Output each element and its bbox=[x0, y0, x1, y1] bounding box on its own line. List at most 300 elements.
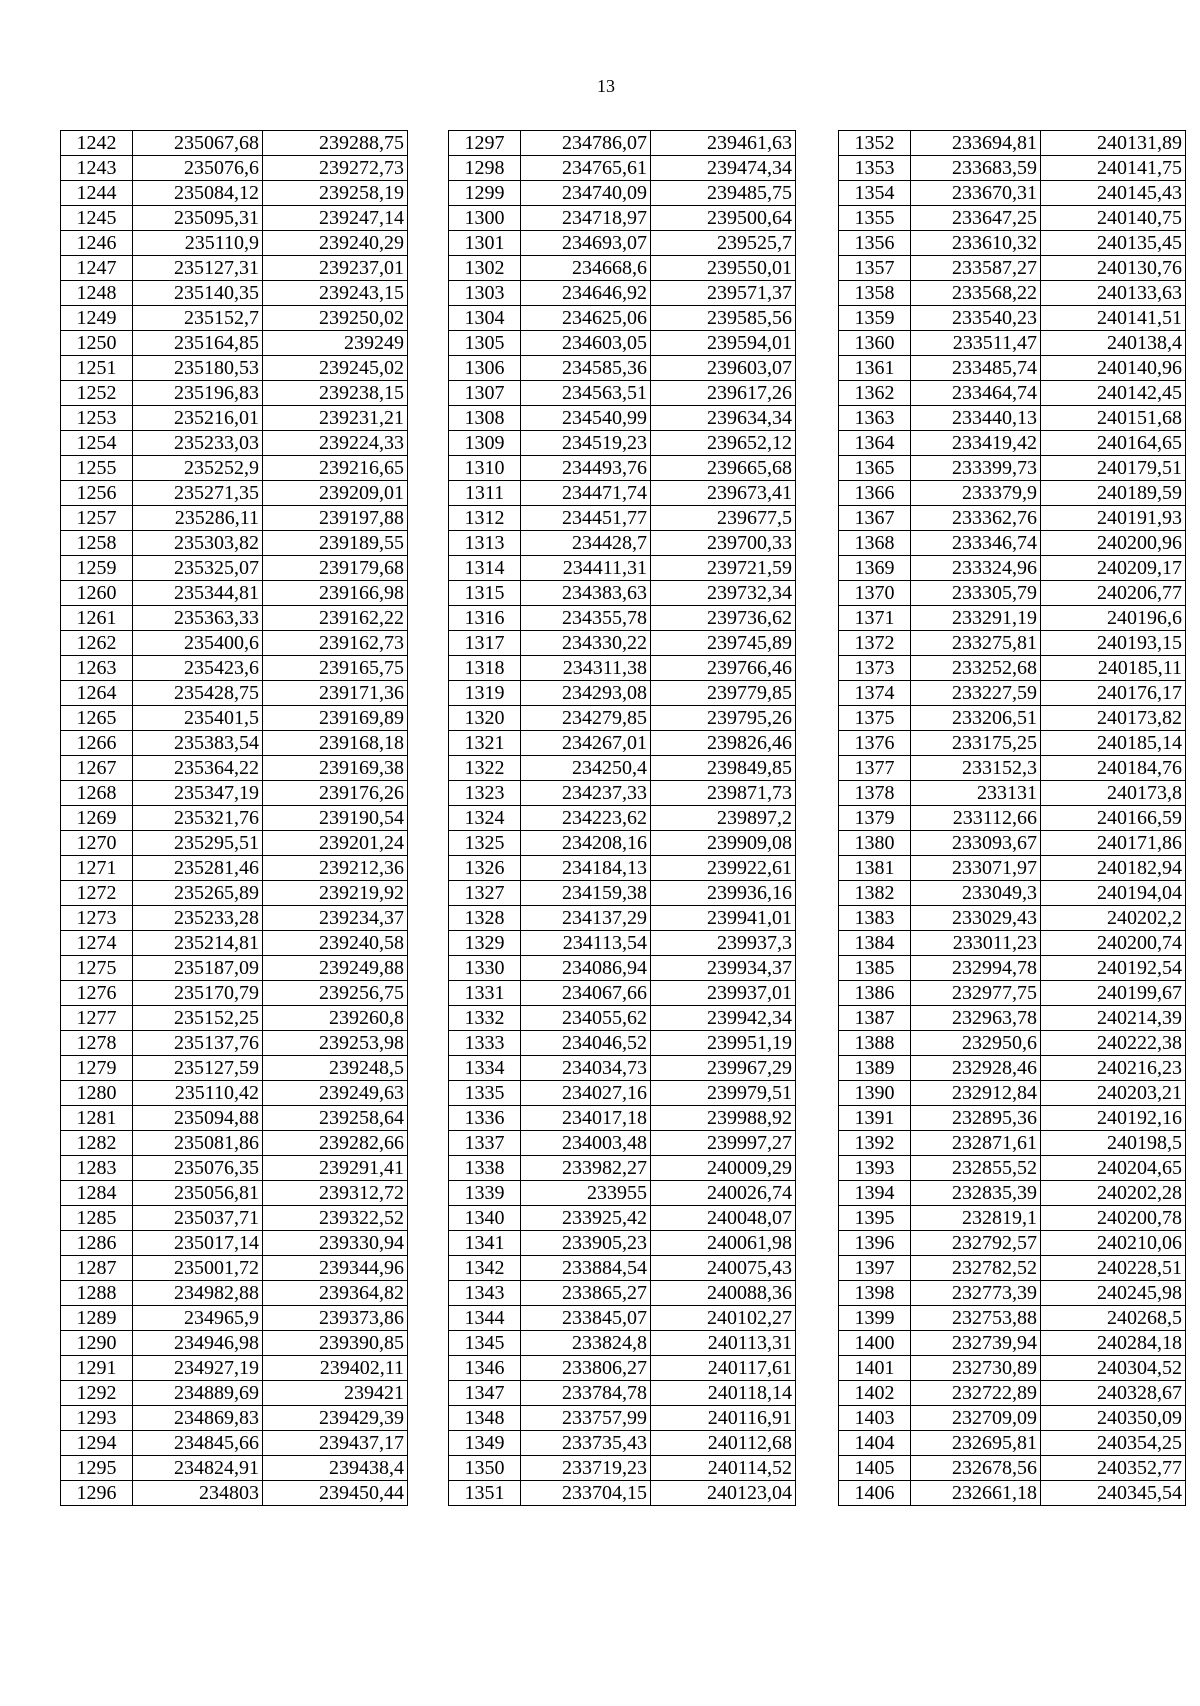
table-row bbox=[839, 406, 1186, 431]
table-row bbox=[449, 1356, 796, 1381]
table-row bbox=[449, 831, 796, 856]
y-coordinate-cell: 240206,77 bbox=[1041, 581, 1186, 606]
x-coordinate-cell: 233568,22 bbox=[911, 281, 1041, 306]
table-row bbox=[839, 256, 1186, 281]
table-row bbox=[839, 131, 1186, 156]
y-coordinate-cell: 240116,91 bbox=[651, 1406, 796, 1431]
table-row bbox=[839, 606, 1186, 631]
point-number-cell: 1295 bbox=[61, 1456, 133, 1481]
point-number-cell: 1375 bbox=[839, 706, 911, 731]
point-number-cell: 1382 bbox=[839, 881, 911, 906]
table-row bbox=[839, 681, 1186, 706]
x-coordinate-cell: 234355,78 bbox=[521, 606, 651, 631]
x-coordinate-cell: 234869,83 bbox=[133, 1406, 263, 1431]
x-coordinate-cell: 235383,54 bbox=[133, 731, 263, 756]
y-coordinate-cell: 240123,04 bbox=[651, 1481, 796, 1506]
y-coordinate-cell: 239474,34 bbox=[651, 156, 796, 181]
x-coordinate-cell: 232963,78 bbox=[911, 1006, 1041, 1031]
table-row bbox=[839, 781, 1186, 806]
table-row bbox=[449, 1081, 796, 1106]
point-number-cell: 1399 bbox=[839, 1306, 911, 1331]
table-row bbox=[839, 331, 1186, 356]
x-coordinate-cell: 235423,6 bbox=[133, 656, 263, 681]
point-number-cell: 1322 bbox=[449, 756, 521, 781]
y-coordinate-cell: 239390,85 bbox=[263, 1331, 408, 1356]
x-coordinate-cell: 232722,89 bbox=[911, 1381, 1041, 1406]
x-coordinate-cell: 232695,81 bbox=[911, 1431, 1041, 1456]
point-number-cell: 1376 bbox=[839, 731, 911, 756]
table-row bbox=[449, 756, 796, 781]
y-coordinate-cell: 239272,73 bbox=[263, 156, 408, 181]
table-row bbox=[61, 981, 408, 1006]
table-row bbox=[61, 1056, 408, 1081]
x-coordinate-cell: 234519,23 bbox=[521, 431, 651, 456]
y-coordinate-cell: 240135,45 bbox=[1041, 231, 1186, 256]
y-coordinate-cell: 239951,19 bbox=[651, 1031, 796, 1056]
table-row bbox=[449, 431, 796, 456]
table-row bbox=[449, 906, 796, 931]
x-coordinate-cell: 235001,72 bbox=[133, 1256, 263, 1281]
table-row bbox=[61, 1156, 408, 1181]
y-coordinate-cell: 240189,59 bbox=[1041, 481, 1186, 506]
table-row bbox=[449, 931, 796, 956]
x-coordinate-cell: 235076,35 bbox=[133, 1156, 263, 1181]
point-number-cell: 1267 bbox=[61, 756, 133, 781]
y-coordinate-cell: 240131,89 bbox=[1041, 131, 1186, 156]
x-coordinate-cell: 235084,12 bbox=[133, 181, 263, 206]
x-coordinate-cell: 234055,62 bbox=[521, 1006, 651, 1031]
table-body bbox=[61, 131, 408, 1506]
point-number-cell: 1246 bbox=[61, 231, 133, 256]
y-coordinate-cell: 240228,51 bbox=[1041, 1256, 1186, 1281]
x-coordinate-cell: 234223,62 bbox=[521, 806, 651, 831]
point-number-cell: 1340 bbox=[449, 1206, 521, 1231]
point-number-cell: 1369 bbox=[839, 556, 911, 581]
table-row bbox=[61, 956, 408, 981]
y-coordinate-cell: 240284,18 bbox=[1041, 1331, 1186, 1356]
point-number-cell: 1352 bbox=[839, 131, 911, 156]
x-coordinate-cell: 234159,38 bbox=[521, 881, 651, 906]
point-number-cell: 1331 bbox=[449, 981, 521, 1006]
y-coordinate-cell: 239312,72 bbox=[263, 1181, 408, 1206]
table-row bbox=[61, 206, 408, 231]
table-row bbox=[61, 256, 408, 281]
table-row bbox=[61, 631, 408, 656]
y-coordinate-cell: 239779,85 bbox=[651, 681, 796, 706]
x-coordinate-cell: 234585,36 bbox=[521, 356, 651, 381]
y-coordinate-cell: 239219,92 bbox=[263, 881, 408, 906]
point-number-cell: 1333 bbox=[449, 1031, 521, 1056]
point-number-cell: 1345 bbox=[449, 1331, 521, 1356]
table-row bbox=[61, 931, 408, 956]
y-coordinate-cell: 239256,75 bbox=[263, 981, 408, 1006]
y-coordinate-cell: 240179,51 bbox=[1041, 456, 1186, 481]
x-coordinate-cell: 235180,53 bbox=[133, 356, 263, 381]
point-number-cell: 1329 bbox=[449, 931, 521, 956]
y-coordinate-cell: 239617,26 bbox=[651, 381, 796, 406]
point-number-cell: 1272 bbox=[61, 881, 133, 906]
x-coordinate-cell: 234740,09 bbox=[521, 181, 651, 206]
x-coordinate-cell: 235076,6 bbox=[133, 156, 263, 181]
table-row bbox=[449, 381, 796, 406]
x-coordinate-cell: 234383,63 bbox=[521, 581, 651, 606]
point-number-cell: 1316 bbox=[449, 606, 521, 631]
point-number-cell: 1285 bbox=[61, 1206, 133, 1231]
table-row bbox=[839, 556, 1186, 581]
table-row bbox=[61, 356, 408, 381]
point-number-cell: 1324 bbox=[449, 806, 521, 831]
y-coordinate-cell: 239240,29 bbox=[263, 231, 408, 256]
y-coordinate-cell: 239795,26 bbox=[651, 706, 796, 731]
table-row bbox=[61, 1181, 408, 1206]
table-row bbox=[61, 481, 408, 506]
y-coordinate-cell: 239249,88 bbox=[263, 956, 408, 981]
table-row bbox=[839, 831, 1186, 856]
point-number-cell: 1262 bbox=[61, 631, 133, 656]
point-number-cell: 1379 bbox=[839, 806, 911, 831]
x-coordinate-cell: 233610,32 bbox=[911, 231, 1041, 256]
point-number-cell: 1396 bbox=[839, 1231, 911, 1256]
point-number-cell: 1270 bbox=[61, 831, 133, 856]
table-row bbox=[61, 1306, 408, 1331]
x-coordinate-cell: 233704,15 bbox=[521, 1481, 651, 1506]
table-row bbox=[449, 481, 796, 506]
point-number-cell: 1392 bbox=[839, 1131, 911, 1156]
x-coordinate-cell: 235164,85 bbox=[133, 331, 263, 356]
y-coordinate-cell: 240182,94 bbox=[1041, 856, 1186, 881]
table-row bbox=[449, 356, 796, 381]
y-coordinate-cell: 240191,93 bbox=[1041, 506, 1186, 531]
x-coordinate-cell: 234625,06 bbox=[521, 306, 651, 331]
y-coordinate-cell: 240203,21 bbox=[1041, 1081, 1186, 1106]
table-row bbox=[449, 406, 796, 431]
y-coordinate-cell: 240202,28 bbox=[1041, 1181, 1186, 1206]
y-coordinate-cell: 240350,09 bbox=[1041, 1406, 1186, 1431]
point-number-cell: 1359 bbox=[839, 306, 911, 331]
table-row bbox=[839, 1481, 1186, 1506]
table-row bbox=[839, 531, 1186, 556]
table-row bbox=[839, 1331, 1186, 1356]
table-row bbox=[61, 531, 408, 556]
x-coordinate-cell: 235233,03 bbox=[133, 431, 263, 456]
x-coordinate-cell: 233275,81 bbox=[911, 631, 1041, 656]
table-row bbox=[839, 1006, 1186, 1031]
point-number-cell: 1364 bbox=[839, 431, 911, 456]
table-row bbox=[449, 306, 796, 331]
y-coordinate-cell: 239258,19 bbox=[263, 181, 408, 206]
point-number-cell: 1309 bbox=[449, 431, 521, 456]
x-coordinate-cell: 233865,27 bbox=[521, 1281, 651, 1306]
table-row bbox=[61, 381, 408, 406]
point-number-cell: 1377 bbox=[839, 756, 911, 781]
x-coordinate-cell: 235067,68 bbox=[133, 131, 263, 156]
x-coordinate-cell: 235303,82 bbox=[133, 531, 263, 556]
table-row bbox=[61, 906, 408, 931]
point-number-cell: 1403 bbox=[839, 1406, 911, 1431]
point-number-cell: 1313 bbox=[449, 531, 521, 556]
table-row bbox=[449, 681, 796, 706]
y-coordinate-cell: 239979,51 bbox=[651, 1081, 796, 1106]
y-coordinate-cell: 240194,04 bbox=[1041, 881, 1186, 906]
table-row bbox=[449, 206, 796, 231]
table-row bbox=[839, 1456, 1186, 1481]
table-row bbox=[61, 1481, 408, 1506]
point-number-cell: 1320 bbox=[449, 706, 521, 731]
point-number-cell: 1386 bbox=[839, 981, 911, 1006]
x-coordinate-cell: 233845,07 bbox=[521, 1306, 651, 1331]
point-number-cell: 1286 bbox=[61, 1231, 133, 1256]
point-number-cell: 1404 bbox=[839, 1431, 911, 1456]
point-number-cell: 1361 bbox=[839, 356, 911, 381]
y-coordinate-cell: 240199,67 bbox=[1041, 981, 1186, 1006]
point-number-cell: 1366 bbox=[839, 481, 911, 506]
y-coordinate-cell: 239677,5 bbox=[651, 506, 796, 531]
x-coordinate-cell: 232782,52 bbox=[911, 1256, 1041, 1281]
point-number-cell: 1350 bbox=[449, 1456, 521, 1481]
y-coordinate-cell: 240102,27 bbox=[651, 1306, 796, 1331]
table-row bbox=[839, 1406, 1186, 1431]
y-coordinate-cell: 239550,01 bbox=[651, 256, 796, 281]
x-coordinate-cell: 232773,39 bbox=[911, 1281, 1041, 1306]
y-coordinate-cell: 239967,29 bbox=[651, 1056, 796, 1081]
point-number-cell: 1390 bbox=[839, 1081, 911, 1106]
point-number-cell: 1321 bbox=[449, 731, 521, 756]
x-coordinate-cell: 233884,54 bbox=[521, 1256, 651, 1281]
table-row bbox=[839, 481, 1186, 506]
table-row bbox=[839, 1206, 1186, 1231]
point-number-cell: 1299 bbox=[449, 181, 521, 206]
point-number-cell: 1296 bbox=[61, 1481, 133, 1506]
point-number-cell: 1339 bbox=[449, 1181, 521, 1206]
y-coordinate-cell: 239240,58 bbox=[263, 931, 408, 956]
table-row bbox=[449, 1481, 796, 1506]
table-row bbox=[449, 1231, 796, 1256]
x-coordinate-cell: 232928,46 bbox=[911, 1056, 1041, 1081]
point-number-cell: 1314 bbox=[449, 556, 521, 581]
y-coordinate-cell: 240268,5 bbox=[1041, 1306, 1186, 1331]
y-coordinate-cell: 239322,52 bbox=[263, 1206, 408, 1231]
x-coordinate-cell: 233206,51 bbox=[911, 706, 1041, 731]
y-coordinate-cell: 239234,37 bbox=[263, 906, 408, 931]
y-coordinate-cell: 240114,52 bbox=[651, 1456, 796, 1481]
point-number-cell: 1260 bbox=[61, 581, 133, 606]
table-row bbox=[61, 556, 408, 581]
y-coordinate-cell: 239247,14 bbox=[263, 206, 408, 231]
point-number-cell: 1284 bbox=[61, 1181, 133, 1206]
table-row bbox=[839, 456, 1186, 481]
page-number: 13 bbox=[597, 76, 615, 96]
y-coordinate-cell: 240210,06 bbox=[1041, 1231, 1186, 1256]
point-number-cell: 1325 bbox=[449, 831, 521, 856]
point-number-cell: 1298 bbox=[449, 156, 521, 181]
table-row bbox=[61, 1106, 408, 1131]
x-coordinate-cell: 234046,52 bbox=[521, 1031, 651, 1056]
y-coordinate-cell: 239243,15 bbox=[263, 281, 408, 306]
x-coordinate-cell: 233485,74 bbox=[911, 356, 1041, 381]
point-number-cell: 1346 bbox=[449, 1356, 521, 1381]
x-coordinate-cell: 235233,28 bbox=[133, 906, 263, 931]
x-coordinate-cell: 233824,8 bbox=[521, 1331, 651, 1356]
y-coordinate-cell: 239450,44 bbox=[263, 1481, 408, 1506]
y-coordinate-cell: 240202,2 bbox=[1041, 906, 1186, 931]
point-number-cell: 1256 bbox=[61, 481, 133, 506]
x-coordinate-cell: 235127,59 bbox=[133, 1056, 263, 1081]
point-number-cell: 1371 bbox=[839, 606, 911, 631]
point-number-cell: 1363 bbox=[839, 406, 911, 431]
y-coordinate-cell: 240140,75 bbox=[1041, 206, 1186, 231]
y-coordinate-cell: 239941,01 bbox=[651, 906, 796, 931]
x-coordinate-cell: 233806,27 bbox=[521, 1356, 651, 1381]
x-coordinate-cell: 233011,23 bbox=[911, 931, 1041, 956]
x-coordinate-cell: 235140,35 bbox=[133, 281, 263, 306]
x-coordinate-cell: 234017,18 bbox=[521, 1106, 651, 1131]
point-number-cell: 1302 bbox=[449, 256, 521, 281]
x-coordinate-cell: 233757,99 bbox=[521, 1406, 651, 1431]
y-coordinate-cell: 240185,11 bbox=[1041, 656, 1186, 681]
point-number-cell: 1305 bbox=[449, 331, 521, 356]
table-row bbox=[61, 831, 408, 856]
point-number-cell: 1330 bbox=[449, 956, 521, 981]
point-number-cell: 1357 bbox=[839, 256, 911, 281]
x-coordinate-cell: 234540,99 bbox=[521, 406, 651, 431]
x-coordinate-cell: 233925,42 bbox=[521, 1206, 651, 1231]
x-coordinate-cell: 233735,43 bbox=[521, 1431, 651, 1456]
table-body bbox=[839, 131, 1186, 1506]
table-row bbox=[839, 431, 1186, 456]
x-coordinate-cell: 234267,01 bbox=[521, 731, 651, 756]
table-row bbox=[839, 581, 1186, 606]
table-row bbox=[449, 156, 796, 181]
y-coordinate-cell: 239585,56 bbox=[651, 306, 796, 331]
y-coordinate-cell: 239344,96 bbox=[263, 1256, 408, 1281]
point-number-cell: 1341 bbox=[449, 1231, 521, 1256]
table-row bbox=[61, 181, 408, 206]
table-row bbox=[449, 506, 796, 531]
table-row bbox=[839, 1381, 1186, 1406]
coordinates-table-3 bbox=[838, 130, 1186, 1506]
point-number-cell: 1287 bbox=[61, 1256, 133, 1281]
x-coordinate-cell: 234471,74 bbox=[521, 481, 651, 506]
x-coordinate-cell: 233362,76 bbox=[911, 506, 1041, 531]
table-row bbox=[839, 881, 1186, 906]
x-coordinate-cell: 235265,89 bbox=[133, 881, 263, 906]
x-coordinate-cell: 233305,79 bbox=[911, 581, 1041, 606]
y-coordinate-cell: 239224,33 bbox=[263, 431, 408, 456]
x-coordinate-cell: 232895,36 bbox=[911, 1106, 1041, 1131]
y-coordinate-cell: 240214,39 bbox=[1041, 1006, 1186, 1031]
y-coordinate-cell: 239260,8 bbox=[263, 1006, 408, 1031]
x-coordinate-cell: 233719,23 bbox=[521, 1456, 651, 1481]
y-coordinate-cell: 239665,68 bbox=[651, 456, 796, 481]
point-number-cell: 1398 bbox=[839, 1281, 911, 1306]
table-row bbox=[839, 856, 1186, 881]
point-number-cell: 1306 bbox=[449, 356, 521, 381]
table-row bbox=[61, 681, 408, 706]
y-coordinate-cell: 239936,16 bbox=[651, 881, 796, 906]
point-number-cell: 1301 bbox=[449, 231, 521, 256]
point-number-cell: 1257 bbox=[61, 506, 133, 531]
x-coordinate-cell: 235152,25 bbox=[133, 1006, 263, 1031]
x-coordinate-cell: 232871,61 bbox=[911, 1131, 1041, 1156]
table-row bbox=[449, 1331, 796, 1356]
point-number-cell: 1383 bbox=[839, 906, 911, 931]
table-row bbox=[449, 556, 796, 581]
table-row bbox=[449, 331, 796, 356]
y-coordinate-cell: 239258,64 bbox=[263, 1106, 408, 1131]
point-number-cell: 1348 bbox=[449, 1406, 521, 1431]
x-coordinate-cell: 235152,7 bbox=[133, 306, 263, 331]
point-number-cell: 1367 bbox=[839, 506, 911, 531]
x-coordinate-cell: 232950,6 bbox=[911, 1031, 1041, 1056]
table-row bbox=[839, 1156, 1186, 1181]
table-row bbox=[449, 606, 796, 631]
x-coordinate-cell: 233131 bbox=[911, 781, 1041, 806]
y-coordinate-cell: 239909,08 bbox=[651, 831, 796, 856]
point-number-cell: 1278 bbox=[61, 1031, 133, 1056]
y-coordinate-cell: 239216,65 bbox=[263, 456, 408, 481]
x-coordinate-cell: 233049,3 bbox=[911, 881, 1041, 906]
point-number-cell: 1351 bbox=[449, 1481, 521, 1506]
y-coordinate-cell: 240166,59 bbox=[1041, 806, 1186, 831]
y-coordinate-cell: 240142,45 bbox=[1041, 381, 1186, 406]
table-row bbox=[839, 1356, 1186, 1381]
x-coordinate-cell: 234786,07 bbox=[521, 131, 651, 156]
y-coordinate-cell: 240075,43 bbox=[651, 1256, 796, 1281]
point-number-cell: 1388 bbox=[839, 1031, 911, 1056]
x-coordinate-cell: 235187,09 bbox=[133, 956, 263, 981]
y-coordinate-cell: 239402,11 bbox=[263, 1356, 408, 1381]
x-coordinate-cell: 233399,73 bbox=[911, 456, 1041, 481]
y-coordinate-cell: 239179,68 bbox=[263, 556, 408, 581]
table-row bbox=[839, 306, 1186, 331]
table-row bbox=[449, 1406, 796, 1431]
x-coordinate-cell: 235347,19 bbox=[133, 781, 263, 806]
point-number-cell: 1353 bbox=[839, 156, 911, 181]
point-number-cell: 1312 bbox=[449, 506, 521, 531]
y-coordinate-cell: 239162,73 bbox=[263, 631, 408, 656]
coordinates-table-1 bbox=[60, 130, 408, 1506]
x-coordinate-cell: 233683,59 bbox=[911, 156, 1041, 181]
y-coordinate-cell: 240141,51 bbox=[1041, 306, 1186, 331]
y-coordinate-cell: 239288,75 bbox=[263, 131, 408, 156]
x-coordinate-cell: 234965,9 bbox=[133, 1306, 263, 1331]
table-row bbox=[449, 531, 796, 556]
y-coordinate-cell: 239438,4 bbox=[263, 1456, 408, 1481]
table-row bbox=[449, 731, 796, 756]
table-row bbox=[449, 656, 796, 681]
y-coordinate-cell: 239500,64 bbox=[651, 206, 796, 231]
point-number-cell: 1253 bbox=[61, 406, 133, 431]
x-coordinate-cell: 232855,52 bbox=[911, 1156, 1041, 1181]
x-coordinate-cell: 233227,59 bbox=[911, 681, 1041, 706]
point-number-cell: 1273 bbox=[61, 906, 133, 931]
point-number-cell: 1373 bbox=[839, 656, 911, 681]
y-coordinate-cell: 239330,94 bbox=[263, 1231, 408, 1256]
x-coordinate-cell: 234067,66 bbox=[521, 981, 651, 1006]
x-coordinate-cell: 233905,23 bbox=[521, 1231, 651, 1256]
x-coordinate-cell: 235428,75 bbox=[133, 681, 263, 706]
point-number-cell: 1401 bbox=[839, 1356, 911, 1381]
y-coordinate-cell: 239189,55 bbox=[263, 531, 408, 556]
point-number-cell: 1328 bbox=[449, 906, 521, 931]
table-row bbox=[839, 1181, 1186, 1206]
table-row bbox=[449, 631, 796, 656]
table-row bbox=[61, 156, 408, 181]
point-number-cell: 1291 bbox=[61, 1356, 133, 1381]
table-row bbox=[61, 581, 408, 606]
x-coordinate-cell: 235321,76 bbox=[133, 806, 263, 831]
y-coordinate-cell: 240193,15 bbox=[1041, 631, 1186, 656]
